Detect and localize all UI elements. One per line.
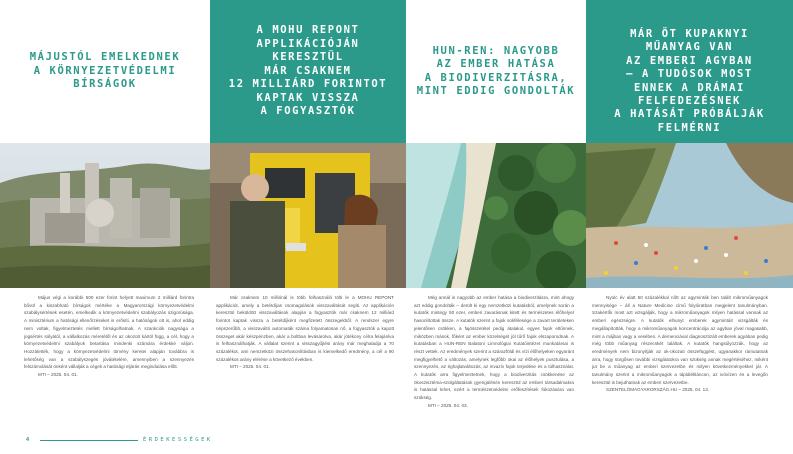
- headline-block-1: [0, 0, 210, 143]
- article-2-headline: A MOHU REPONT APPLIKÁCIÓJÁN KERESZTÜL MÁR CSAKNEM 12 MILLIÁRD FORINTOT KAPTAK VISSZA A FOGYASZTÓK: [228, 24, 388, 118]
- article-3-headline: HUN-REN: NAGYOBB AZ EMBER HATÁSA A BIODIVERZITÁSRA, MINT EDDIG GONDOLTÁK: [416, 44, 576, 97]
- headline-block-4: [586, 0, 793, 143]
- article-4-headline: MÁR ÖT KUPAKNYI MŰANYAG VAN AZ EMBERI AGYBAN – A TUDÓSOK MOST ENNEK A DRÁMAI FELFEDEZÉSNEK A HATÁSÁT PRÓBÁLJÁK FELMÉRNI: [614, 27, 765, 134]
- article-1-source: MTI – 2025. 04. 01.: [38, 372, 78, 378]
- headline-block-2: [210, 0, 406, 143]
- cement-factory-hillside-photo: [0, 143, 210, 288]
- brand-logo: D·T·K·H: [691, 10, 771, 20]
- plastic-waste-beach-photo: [586, 143, 793, 288]
- forest-coastline-aerial-photo: [406, 143, 586, 288]
- article-3-text: Még annál is nagyobb az ember hatása a biodiverzitásra, mint ahogy azt eddig gondolták – derült ki egy nemzetközi kutatásból, amelynek során a kutatók mintegy 50 ezer, emberi zavarásnak kitett és természetes élőhelyet hasonlítottak össze. A kutatók szerint a fajok sokfélesége a zavart területeken jelentősen csökken, a fajösszetétel pedig átalakul, egyes fajok eltűnnek, miközben mások, főként az ember közelségét jól tűrő fajok elszaporodnak. A kutatásban a HUN-REN Balatoni Limnológiai Kutatóintézet munkatársai is részt vettek. Az eredmények szerint a szárazföldi és vízi élőhelyeken egyaránt megfigyelhető a változás, amelynek legfőbb okai az élőhelyek pusztulása, a szennyezés, az éghajlatváltozás, az invazív fajok terjedése és a túlhasználat. A kutatók arra figyelmeztetnek, hogy a biodiverzitás csökkenése az ökoszisztéma-szolgáltatások gyengülésén keresztül az emberi társadalmakra is hatással lehet, ezért a természetvédelmi erőfeszítések fokozására van szükség.: [414, 295, 574, 401]
- article-4-text: Nyolc év alatt 50 százalékkal nőtt az agyminták ben talált mikroműanyagok mennyisége – áll a Nature Medicine című folyóiratban megjelent tanulmányban. Szakértők most azt vizsgálják, hogy a mikroműanyagok milyen hatással vannak az emberi egészségre. A kutatók elhunyt emberek agymintáit vizsgálták és megállapították, hogy a mikroműanyagok koncentrációja az agyban jóval magasabb, mint a májban vagy a vesében. A demenciával diagnosztizált emberek agyában pedig még több műanyag részecskét találtak. A kutatók hangsúlyozzák, hogy az eredmények nem bizonyítják az ok-okozati összefüggést, ugyanakkor rámutatnak arra, hogy sürgősen további vizsgálatokra van szükség annak megértéséhez, miként jut be a műanyag az emberi szervezetbe és milyen következményekkel jár. A tanulmány szerint a mikroműanyagok a táplálékláncon, az ivóvízen és a levegőn keresztül is bejuthatnak az emberi szervezetbe.: [592, 295, 768, 385]
- article-1-text: Május végi a korábbi 500 ezer forint helyett maximum 2 milliárd forintra bővül a kiszabható bírságok mértéke a Magyarországi környezetvédelmi szabálysértések esetén, emelkedik a környezetvédelmi szabályozás szigorúsága. A minisztérium a hatósági ellenőrzéseket is erősíti, a hatóságok ott is, ahol eddig nem voltak, figyelmeztetés mellett bírságolhatnak. A szankciók nagysága a jogsértés súlyától, a vállalkozás méretétől és az okozott kártól függ, a cél, hogy a környezetvédelmi szabályok betartása mindenki számára érdekké váljon. Hozzátették, hogy a környezetvédelmi törvény keretei alapján továbbra is lehetőség van a szabályszegés jóvátételére, amennyiben a szennyezés felszámolását önként vállalják a cégek a hatósági eljárás megindulása előtt.: [24, 295, 194, 370]
- article-1-headline: MÁJUSTÓL EMELKEDNEK A KÖRNYEZETVÉDELMI BÍRSÁGOK: [29, 51, 181, 91]
- article-2-text: Már csaknem 10 milliónál is több felhasználó tölti le a MOHU REPONT applikációt, amely a betétdíjas csomagolások visszaváltását segíti. Az applikáción keresztül beküldött visszaváltások alapján a fogyasztók már csaknem 12 milliárd forintot kaptak vissza a betétdíjként megfizetett összegekből. A rendszer egyre népszerűbb, a visszaváltó automaták száma folyamatosan nő, a fogyasztók a kapott összeget akár készpénzben, akár a boltban levásárolva, akár jótékony célra felajánlva is felhasználhatják. A vállalat szerint a visszagyűjtési arány már meghaladja a 70 százalékot, ami nemzetközi összehasonlításban is kiemelkedő eredmény, a cél a 90 százalékos arány elérése a következő években.: [216, 295, 394, 362]
- footer-rule: [40, 440, 138, 441]
- headline-block-3: [406, 0, 586, 143]
- article-3-source: MTI – 2025. 04. 03.: [428, 402, 468, 408]
- article-3-body: [414, 294, 574, 410]
- page-number: 4: [26, 437, 30, 443]
- section-label: ÉRDEKESSÉGEK: [143, 437, 213, 443]
- article-2-body: [216, 294, 394, 371]
- article-1-body: [24, 294, 194, 379]
- recycling-machine-people-photo: [210, 143, 406, 288]
- article-4-body: [592, 294, 768, 394]
- article-2-source: MTI – 2025. 04. 01.: [230, 364, 270, 370]
- article-4-source: SZENTELÓMAGYARORSZÁG.HU – 2025. 04. 13.: [606, 387, 710, 393]
